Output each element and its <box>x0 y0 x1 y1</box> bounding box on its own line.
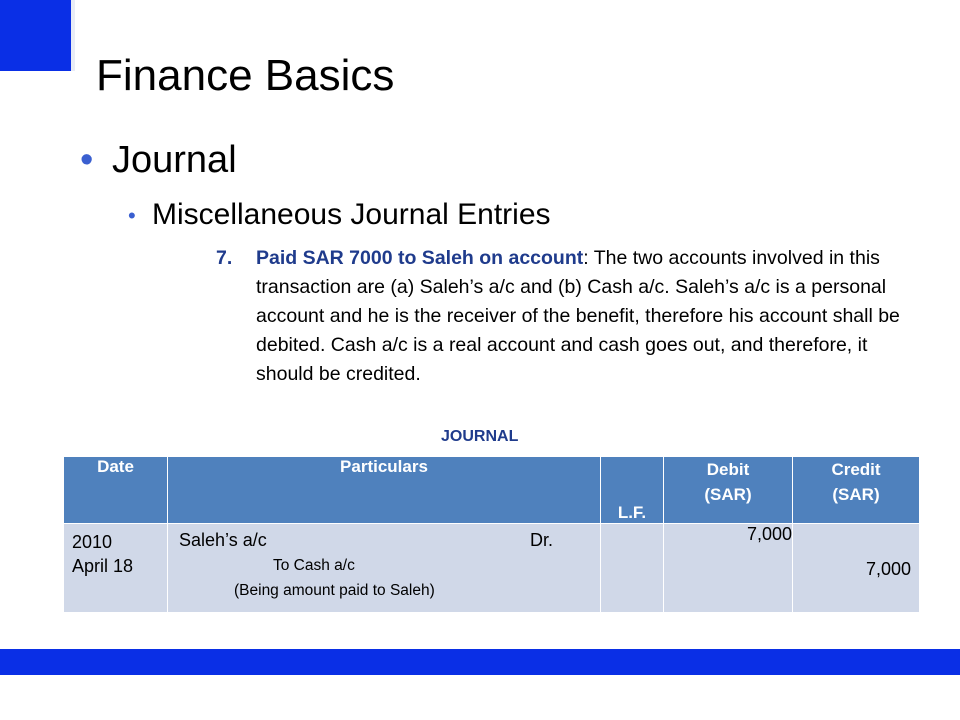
header-credit-line2: (SAR) <box>832 485 880 504</box>
debit-account: Saleh’s a/c <box>179 530 267 550</box>
cell-particulars <box>168 524 601 613</box>
date-day: April 18 <box>72 556 134 576</box>
cell-lf <box>601 524 664 613</box>
cell-credit <box>793 524 920 613</box>
credit-account: To Cash a/c <box>273 557 355 574</box>
bullet-level-2-text: Miscellaneous Journal Entries <box>152 198 551 231</box>
item-number: 7. <box>216 247 233 269</box>
footer-accent-bar <box>0 649 960 675</box>
bullet-level-1 <box>80 138 237 182</box>
journal-heading: JOURNAL <box>441 428 519 445</box>
item-lead: Paid SAR 7000 to Saleh on account <box>256 247 584 269</box>
corner-accent-line <box>71 0 75 71</box>
header-lf: L.F. <box>601 457 664 524</box>
header-debit-line1: Debit <box>706 460 750 479</box>
header-credit-line1: Credit <box>831 460 881 479</box>
header-date: Date <box>64 457 168 524</box>
date-year: 2010 <box>72 532 113 552</box>
credit-amount: 7,000 <box>865 559 911 579</box>
item-text <box>256 244 906 389</box>
slide-title: Finance Basics <box>96 51 395 100</box>
bullet-dot-icon: • <box>128 203 136 229</box>
narration: (Being amount paid to Saleh) <box>234 582 435 599</box>
cell-date <box>64 524 168 613</box>
table-row <box>64 524 920 613</box>
dr-label: Dr. <box>530 530 554 550</box>
header-debit-line2: (SAR) <box>704 485 752 504</box>
cell-debit: 7,000 <box>664 524 793 613</box>
bullet-level-1-text: Journal <box>112 139 237 181</box>
corner-accent-block <box>0 0 71 71</box>
bullet-dot-icon: • <box>80 139 94 181</box>
header-credit <box>793 457 920 524</box>
item-body: : The two accounts involved in this transaction are (a) Saleh’s a/c and (b) Cash a/c. Saleh’s a/c is a personal account and he is the receiver of the benefit, therefore his account shall be debited. Cash a/c is a real account and cash goes out, and therefore, it should be credited. <box>256 247 900 385</box>
header-debit <box>664 457 793 524</box>
bullet-level-2 <box>128 196 551 235</box>
header-particulars: Particulars <box>168 457 601 524</box>
journal-table <box>63 456 920 613</box>
journal-header-row <box>64 457 920 524</box>
